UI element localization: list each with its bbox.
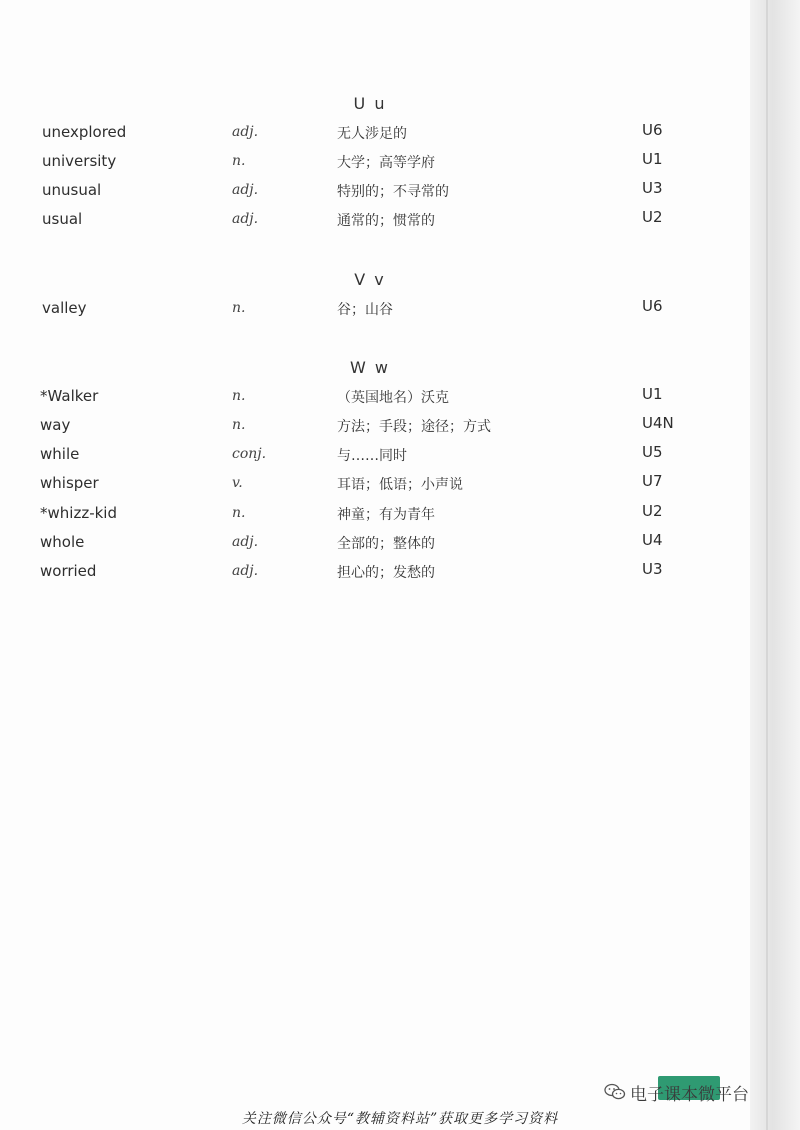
entry-unit: U5	[642, 443, 663, 461]
entry-word: unusual	[42, 181, 102, 199]
entry-part-of-speech: n.	[232, 505, 246, 521]
entry-part-of-speech: conj.	[232, 446, 267, 462]
entry-meaning: 特别的；不寻常的	[337, 184, 449, 200]
entry-part-of-speech: adj.	[232, 563, 259, 579]
entry-word: whole	[40, 533, 85, 551]
glossary-entry	[0, 504, 740, 526]
entry-word: university	[42, 152, 117, 170]
entry-part-of-speech: adj.	[232, 182, 259, 198]
glossary-entry	[0, 152, 740, 174]
entry-word: *Walker	[40, 387, 99, 405]
wechat-icon	[604, 1083, 626, 1101]
glossary-entry	[0, 445, 740, 467]
section-header-w: W w	[350, 358, 390, 377]
entry-unit: U6	[642, 121, 663, 139]
entry-part-of-speech: adj.	[232, 124, 259, 140]
entry-unit: U2	[642, 208, 663, 226]
entry-part-of-speech: n.	[232, 417, 246, 433]
entry-unit: U4N	[642, 414, 674, 432]
entry-meaning: 与……同时	[337, 448, 407, 464]
entry-meaning: （英国地名）沃克	[337, 390, 449, 406]
entry-word: worried	[40, 562, 97, 580]
entry-part-of-speech: n.	[232, 300, 246, 316]
entry-unit: U2	[642, 502, 663, 520]
entry-word: usual	[42, 210, 83, 228]
entry-unit: U3	[642, 179, 663, 197]
entry-word: whisper	[40, 474, 99, 492]
glossary-entry	[0, 299, 740, 321]
entry-meaning: 耳语；低语；小声说	[337, 477, 463, 493]
watermark	[604, 1080, 749, 1104]
entry-word: while	[40, 445, 80, 463]
entry-meaning: 谷；山谷	[337, 302, 393, 318]
entry-meaning: 全部的；整体的	[337, 536, 435, 552]
entry-part-of-speech: adj.	[232, 534, 259, 550]
entry-word: valley	[42, 299, 87, 317]
glossary-entry	[0, 123, 740, 145]
glossary-entry	[0, 210, 740, 232]
glossary-entry	[0, 474, 740, 496]
entry-meaning: 方法；手段；途径；方式	[337, 419, 491, 435]
watermark-text: 电子课本微平台	[630, 1084, 749, 1105]
page-binding-shadow	[750, 0, 800, 1130]
entry-meaning: 无人涉足的	[337, 126, 407, 142]
glossary-entry	[0, 562, 740, 584]
entry-part-of-speech: v.	[232, 475, 243, 491]
entry-word: way	[40, 416, 71, 434]
entry-word: *whizz-kid	[40, 504, 117, 522]
entry-unit: U1	[642, 150, 663, 168]
entry-unit: U4	[642, 531, 663, 549]
footer-note: 关注微信公众号“教辅资料站”获取更多学习资料	[241, 1111, 559, 1127]
entry-meaning: 神童；有为青年	[337, 507, 435, 523]
glossary-entry	[0, 181, 740, 203]
page-binding-line	[766, 0, 768, 1130]
entry-part-of-speech: adj.	[232, 211, 259, 227]
glossary-entry	[0, 387, 740, 409]
entry-unit: U1	[642, 385, 663, 403]
entry-unit: U7	[642, 472, 663, 490]
glossary-entry	[0, 533, 740, 555]
section-header-u: U u	[353, 94, 387, 113]
entry-part-of-speech: n.	[232, 153, 246, 169]
entry-meaning: 担心的；发愁的	[337, 565, 435, 581]
entry-part-of-speech: n.	[232, 388, 246, 404]
entry-meaning: 通常的；惯常的	[337, 213, 435, 229]
entry-unit: U6	[642, 297, 663, 315]
entry-meaning: 大学；高等学府	[337, 155, 435, 171]
section-header-v: V v	[354, 270, 386, 289]
glossary-entry	[0, 416, 740, 438]
entry-unit: U3	[642, 560, 663, 578]
entry-word: unexplored	[42, 123, 127, 141]
